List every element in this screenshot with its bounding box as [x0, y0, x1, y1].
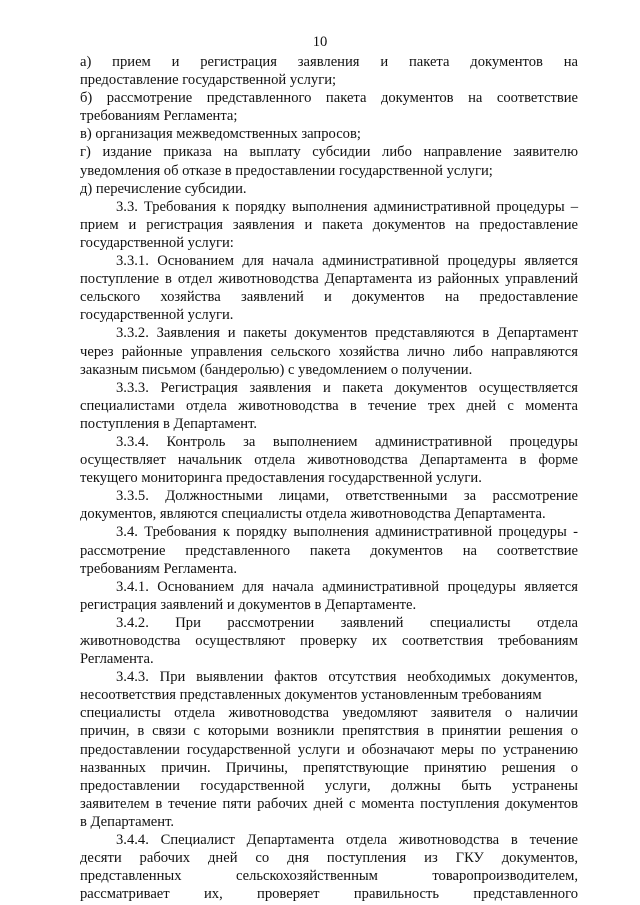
- text-line: а) прием и регистрация заявления и пакета документов на: [80, 54, 578, 70]
- text-line: специалисты отдела животноводства уведомляют заявителя о наличии: [80, 705, 578, 722]
- text-line: 3.3. Требования к порядку выполнения административной процедуры –: [116, 198, 578, 215]
- text-line: заказным письмом (бандеролью) с уведомлением о получении.: [80, 361, 473, 378]
- text-line: 3.4.4. Специалист Департамента отдела животноводства в течение: [116, 832, 578, 849]
- text-line: б) рассмотрение представленного пакета документов на соответствие: [80, 90, 578, 107]
- text-line: рассматривает их, проверяет правильность представленного: [80, 886, 578, 903]
- text-line: через районные управления сельского хозяйства лично либо направляются: [80, 343, 578, 360]
- text-line: поступления в Департамент.: [80, 415, 258, 432]
- text-line: названных причин. Причины, препятствующие принятию решения о: [80, 759, 578, 776]
- text-line: специалистами отдела животноводства в течение трех дней с момента: [80, 397, 578, 414]
- text-line: г) издание приказа на выплату субсидии либо направление заявителю: [80, 144, 578, 161]
- text-line: требованиям Регламента.: [80, 560, 238, 577]
- text-line: 3.4.2. При рассмотрении заявлений специалисты отдела: [116, 614, 578, 631]
- text-line: представленных сельскохозяйственным товаропроизводителем,: [80, 868, 578, 885]
- text-line: рассмотрение представленного пакета документов на соответствие: [80, 542, 578, 559]
- text-line: животноводства осуществляют проверку их соответствия требованиям: [80, 633, 578, 649]
- text-line: 3.4.1. Основанием для начала административной процедуры является: [116, 578, 578, 595]
- text-line: д) перечисление субсидии.: [80, 180, 247, 197]
- text-line: 3.3.1. Основанием для начала административной процедуры является: [116, 253, 578, 270]
- text-line: поступление в отдел животноводства Департамента из районных управлений: [80, 271, 578, 288]
- text-line: осуществляет начальник отдела животноводства Департамента в форме: [80, 452, 578, 469]
- text-line: несоответствия представленных документов установленным требованиям: [80, 687, 542, 704]
- text-line: предоставление государственной услуги;: [80, 72, 337, 89]
- text-line: государственной услуги:: [80, 234, 234, 251]
- text-line: причин, в связи с которыми возникли препятствия в принятии решения о: [80, 723, 578, 740]
- text-line: в Департамент.: [80, 813, 175, 830]
- text-line: в) организация межведомственных запросов;: [80, 126, 361, 143]
- text-line: документов, являются специалисты отдела животноводства Департамента.: [80, 506, 546, 523]
- text-line: предоставлении государственной услуги, должны быть устранены: [80, 777, 578, 794]
- page-number: 10: [312, 34, 328, 50]
- text-line: сельского хозяйства заявлений и документов на предоставление: [80, 289, 578, 306]
- text-line: 3.4.3. При выявлении фактов отсутствия необходимых документов,: [116, 669, 578, 686]
- text-line: прием и регистрация заявления и пакета документов на предоставление: [80, 216, 578, 233]
- document-body: [80, 53, 578, 903]
- text-line: государственной услуги.: [80, 307, 234, 324]
- text-line: 3.3.3. Регистрация заявления и пакета документов осуществляется: [116, 379, 578, 396]
- text-line: Регламента.: [80, 651, 154, 668]
- text-line: 3.3.2. Заявления и пакеты документов представляются в Департамент: [116, 325, 578, 342]
- text-line: десяти рабочих дней со дня поступления из ГКУ документов,: [80, 850, 578, 867]
- text-line: заявителем в течение пяти рабочих дней с момента поступления документов: [80, 795, 578, 812]
- text-line: текущего мониторинга предоставления государственной услуги.: [80, 470, 482, 487]
- text-line: 3.3.5. Должностными лицами, ответственными за рассмотрение: [116, 488, 578, 505]
- text-line: предоставлении государственной услуги и обозначают меры по устранению: [80, 741, 578, 758]
- text-line: требованиям Регламента;: [80, 108, 238, 125]
- text-line: 3.4. Требования к порядку выполнения административной процедуры -: [116, 524, 578, 541]
- text-line: 3.3.4. Контроль за выполнением административной процедуры: [116, 433, 578, 450]
- text-line: уведомления об отказе в предоставлении государственной услуги;: [80, 162, 493, 179]
- text-line: регистрация заявлений и документов в Департаменте.: [80, 596, 417, 613]
